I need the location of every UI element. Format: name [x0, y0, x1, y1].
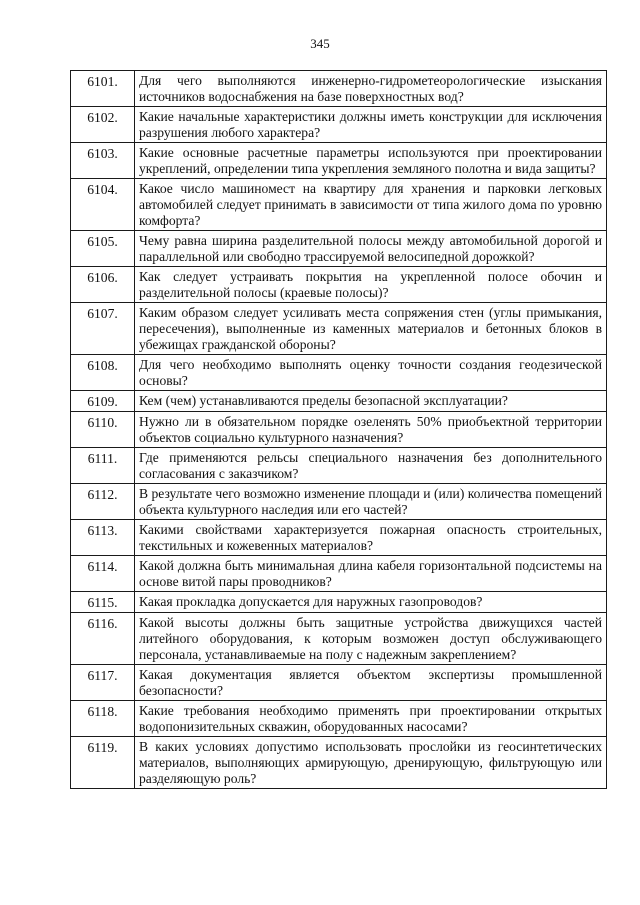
- question-number: 6118.: [71, 701, 135, 737]
- question-text: Чему равна ширина разделительной полосы между автомобильной дорогой и параллельной или свободно трассируемой велосипедной дорожкой?: [135, 231, 607, 267]
- question-row: [71, 231, 607, 267]
- page-number: 345: [310, 36, 330, 51]
- question-number: 6119.: [71, 737, 135, 789]
- question-text: В каких условиях допустимо использовать прослойки из геосинтетических материалов, выполняющих армирующую, дренирующую, фильтрующую или разделяющую роль?: [135, 737, 607, 789]
- question-row: [71, 613, 607, 665]
- question-number: 6105.: [71, 231, 135, 267]
- questions-table-body: [71, 71, 607, 789]
- question-text: Какой должна быть минимальная длина кабеля горизонтальной подсистемы на основе витой пары проводников?: [135, 556, 607, 592]
- question-number: 6111.: [71, 448, 135, 484]
- question-text: Как следует устраивать покрытия на укрепленной полосе обочин и разделительной полосы (краевые полосы)?: [135, 267, 607, 303]
- question-row: [71, 484, 607, 520]
- question-row: [71, 303, 607, 355]
- question-text: Нужно ли в обязательном порядке озеленять 50% приобъектной территории объектов социально культурного назначения?: [135, 412, 607, 448]
- question-number: 6104.: [71, 179, 135, 231]
- question-row: [71, 107, 607, 143]
- questions-table: [70, 70, 607, 789]
- question-text: Для чего необходимо выполнять оценку точности создания геодезической основы?: [135, 355, 607, 391]
- question-text: Какая прокладка допускается для наружных газопроводов?: [135, 592, 607, 613]
- question-row: [71, 737, 607, 789]
- question-row: [71, 448, 607, 484]
- question-text: Где применяются рельсы специального назначения без дополнительного согласования с заказчиком?: [135, 448, 607, 484]
- question-row: [71, 701, 607, 737]
- question-row: [71, 179, 607, 231]
- question-row: [71, 556, 607, 592]
- question-text: Кем (чем) устанавливаются пределы безопасной эксплуатации?: [135, 391, 607, 412]
- question-number: 6109.: [71, 391, 135, 412]
- question-number: 6108.: [71, 355, 135, 391]
- question-row: [71, 520, 607, 556]
- question-number: 6107.: [71, 303, 135, 355]
- question-text: Какие основные расчетные параметры используются при проектировании укреплений, определении типа укрепления земляного полотна и вида защиты?: [135, 143, 607, 179]
- question-number: 6102.: [71, 107, 135, 143]
- question-number: 6115.: [71, 592, 135, 613]
- question-text: Какой высоты должны быть защитные устройства движущихся частей литейного оборудования, к которым возможен доступ обслуживающего персонала, устанавливаемые на полу с надежным закреплением?: [135, 613, 607, 665]
- question-number: 6112.: [71, 484, 135, 520]
- question-text: Какие начальные характеристики должны иметь конструкции для исключения разрушения любого характера?: [135, 107, 607, 143]
- question-number: 6116.: [71, 613, 135, 665]
- question-number: 6110.: [71, 412, 135, 448]
- question-number: 6117.: [71, 665, 135, 701]
- question-number: 6103.: [71, 143, 135, 179]
- question-text: Какими свойствами характеризуется пожарная опасность строительных, текстильных и кожевенных материалов?: [135, 520, 607, 556]
- question-row: [71, 355, 607, 391]
- question-row: [71, 267, 607, 303]
- question-text: Какие требования необходимо применять при проектировании открытых водопонизительных скважин, оборудованных насосами?: [135, 701, 607, 737]
- question-text: Какая документация является объектом экспертизы промышленной безопасности?: [135, 665, 607, 701]
- question-number: 6106.: [71, 267, 135, 303]
- question-row: [71, 71, 607, 107]
- question-number: 6101.: [71, 71, 135, 107]
- question-number: 6114.: [71, 556, 135, 592]
- question-row: [71, 412, 607, 448]
- question-text: Для чего выполняются инженерно-гидрометеорологические изыскания источников водоснабжения на базе поверхностных вод?: [135, 71, 607, 107]
- question-text: Каким образом следует усиливать места сопряжения стен (углы примыкания, пересечения), выполненные из каменных материалов и бетонных блоков в убежищах гражданской обороны?: [135, 303, 607, 355]
- question-text: Какое число машиномест на квартиру для хранения и парковки легковых автомобилей следует принимать в зависимости от типа жилого дома по уровню комфорта?: [135, 179, 607, 231]
- question-row: [71, 592, 607, 613]
- question-number: 6113.: [71, 520, 135, 556]
- question-row: [71, 665, 607, 701]
- question-text: В результате чего возможно изменение площади и (или) количества помещений объекта культурного наследия или его частей?: [135, 484, 607, 520]
- question-row: [71, 143, 607, 179]
- question-row: [71, 391, 607, 412]
